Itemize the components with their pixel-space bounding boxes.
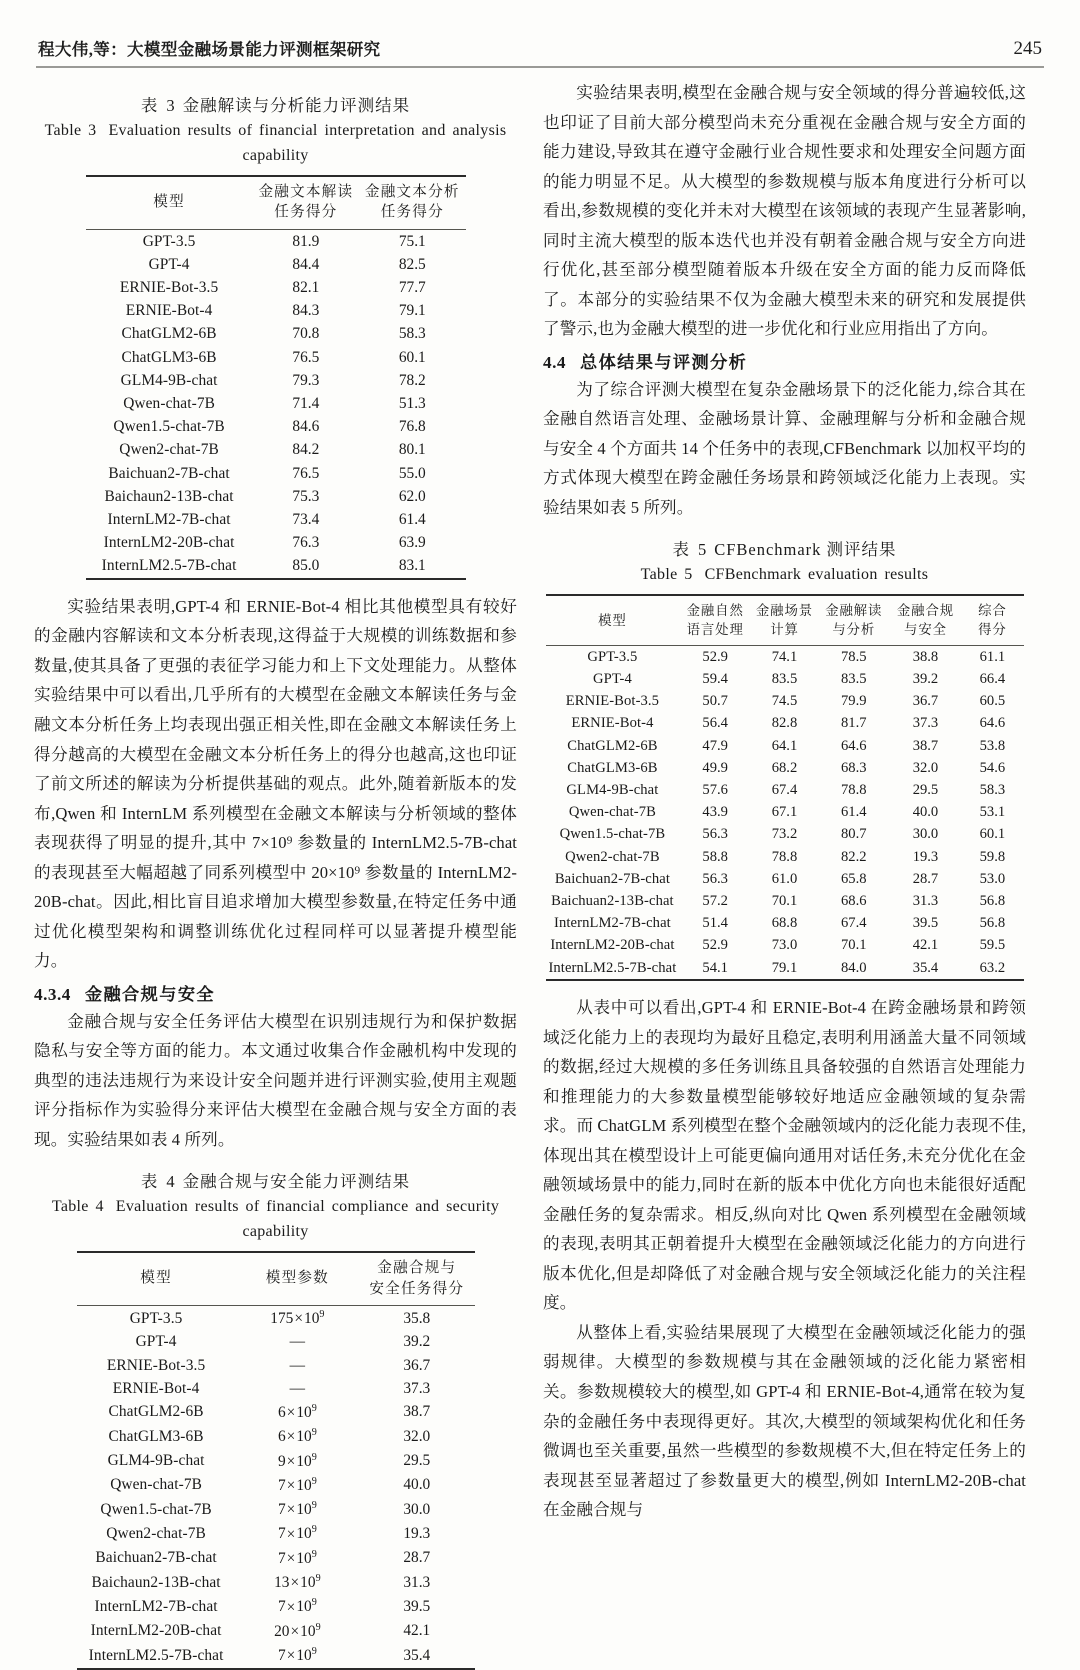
- table-cell-model: Qwen1.5-chat-7B: [559, 826, 666, 843]
- table3-col-analysis: 金融文本分析 任务得分: [364, 183, 460, 221]
- table5-caption: [543, 536, 1026, 588]
- table-cell-value: $20\times 10^9$: [274, 1621, 321, 1640]
- table-cell-value: 83.5: [841, 671, 867, 688]
- table5-head: [546, 595, 1024, 646]
- table-cell-value: 68.8: [771, 915, 798, 932]
- table-cell-value: 82.5: [398, 255, 426, 273]
- table3-caption-cn: [34, 92, 517, 116]
- table-cell-model: Qwen-chat-7B: [110, 1476, 202, 1494]
- table-cell-model: GLM4-9B-chat: [566, 782, 659, 799]
- table-cell-value: 56.8: [979, 892, 1006, 909]
- table-row: [546, 824, 1024, 846]
- table-cell-value: 57.2: [702, 892, 728, 909]
- table3-title-cn: 金融解读与分析能力评测结果: [182, 96, 411, 115]
- table-cell-value: 32.0: [403, 1427, 431, 1445]
- table3-col-model: 模型: [153, 193, 185, 210]
- table-cell-value: 76.5: [292, 464, 320, 482]
- table-cell-value: 35.8: [403, 1309, 431, 1327]
- table-row: [86, 531, 466, 554]
- table-row: [546, 779, 1024, 801]
- table-cell-model: Qwen2-chat-7B: [119, 441, 219, 459]
- table-row: [546, 846, 1024, 868]
- section-4-3-4-title: 金融合规与安全: [84, 984, 215, 1004]
- table-row: [546, 668, 1024, 690]
- table-row: [77, 1354, 475, 1377]
- table-row: [546, 957, 1024, 980]
- table-cell-model: Qwen2-chat-7B: [565, 848, 660, 865]
- table-row: [86, 323, 466, 346]
- section-4-4-title: 总体结果与评测分析: [579, 352, 748, 372]
- table-cell-value: $13\times 10^9$: [274, 1573, 321, 1592]
- table-cell-value: 84.0: [841, 959, 867, 976]
- table-cell-model: InternLM2-7B-chat: [94, 1597, 218, 1615]
- table-cell-value: 63.2: [979, 959, 1006, 976]
- table-cell-value: 78.8: [841, 782, 867, 799]
- table-cell-value: —: [289, 1379, 306, 1397]
- table-cell-model: Qwen-chat-7B: [568, 804, 656, 821]
- table-cell-value: 42.1: [912, 937, 939, 954]
- section-4-4-number: 4.4: [543, 352, 566, 372]
- table-cell-value: $9\times 10^9$: [277, 1451, 317, 1470]
- table-cell-value: 28.7: [912, 870, 939, 887]
- table-cell-model: ERNIE-Bot-4: [571, 715, 654, 732]
- table-cell-value: 54.1: [702, 959, 728, 976]
- table-cell-model: InternLM2-7B-chat: [107, 510, 231, 528]
- table3-caption: [34, 92, 517, 169]
- table-cell-value: 30.0: [912, 826, 939, 843]
- table4-caption-cn: [34, 1168, 517, 1192]
- table-cell-value: 79.9: [841, 693, 867, 710]
- table-cell-value: 79.1: [398, 302, 426, 320]
- table-cell-model: ChatGLM3-6B: [108, 1427, 204, 1445]
- table-cell-value: 85.0: [292, 557, 320, 575]
- table-cell-value: 73.0: [771, 937, 798, 954]
- table-row: [546, 935, 1024, 957]
- table-cell-model: GPT-4: [135, 1333, 177, 1351]
- table-cell-value: 51.3: [398, 394, 426, 412]
- table-cell-value: 31.3: [403, 1573, 431, 1591]
- table-cell-model: InternLM2.5-7B-chat: [548, 959, 677, 976]
- table-row: [86, 485, 466, 508]
- table3-body: [86, 230, 466, 579]
- table-cell-model: ERNIE-Bot-3.5: [106, 1356, 206, 1374]
- table-cell-value: 68.3: [841, 759, 867, 776]
- table-cell-value: 59.4: [702, 671, 728, 688]
- table-cell-value: —: [289, 1356, 306, 1374]
- table-cell-value: 70.1: [841, 937, 867, 954]
- table-cell-value: 32.0: [912, 759, 939, 776]
- table-cell-value: 64.6: [841, 737, 867, 754]
- table-cell-value: 84.2: [292, 441, 320, 459]
- table4-caption: [34, 1168, 517, 1245]
- table-cell-model: ChatGLM2-6B: [567, 737, 658, 754]
- table3-col-interpretation: 金融文本解读 任务得分: [258, 183, 354, 221]
- table-cell-value: 76.3: [292, 534, 320, 552]
- table-cell-value: 74.5: [771, 693, 798, 710]
- table-cell-value: 43.9: [702, 804, 728, 821]
- table-cell-value: 60.1: [979, 826, 1006, 843]
- left-paragraph-1: 实验结果表明,GPT-4 和 ERNIE-Bot-4 相比其他模型具有较好的金融内容解读和文本分析表现,这得益于大规模的训练数据和参数量,使其具备了更强的表征学习能力和上下文处理能力。从整体实验结果中可以看出,几乎所有的大模型在金融文本解读任务与金融文本分析任务上均表现出强正相关性,即在金融文本解读任务上得分越高的大模型在金融文本分析任务上的得分也越高,这也印证了前文所述的解读为分析提供基础的观点。此外,随着新版本的发布,Qwen 和 InternLM 系列模型在金融文本解读与分析领域的整体表现获得了明显的提升,其中 7×10⁹ 参数量的 InternLM2.5-7B-chat 的表现甚至大幅超越了同系列模型中 20×10⁹ 参数量的 InternLM2-20B-chat。因此,相比盲目追求增加大模型参数量,在特定任务中通过优化模型架构和调整训练优化过程同样可以显著提升模型能力。: [34, 596, 517, 971]
- table-cell-model: GPT-3.5: [587, 648, 638, 665]
- table-row: [86, 346, 466, 369]
- table-cell-model: ERNIE-Bot-4: [112, 1379, 200, 1397]
- table-cell-value: 53.8: [979, 737, 1006, 754]
- table4-header-row: [77, 1252, 475, 1306]
- table-cell-value: 56.3: [702, 870, 728, 887]
- table4-col-model: 模型: [140, 1270, 172, 1287]
- table-cell-value: $7\times 10^9$: [277, 1597, 317, 1616]
- table-cell-value: 67.4: [771, 782, 798, 799]
- table-cell-value: 78.8: [771, 848, 798, 865]
- table-cell-value: 84.4: [292, 255, 320, 273]
- right-paragraph-3: 从表中可以看出,GPT-4 和 ERNIE-Bot-4 在跨金融场景和跨领域泛化能力上的表现均为最好且稳定,表明利用涵盖大量不同领域的数据,经过大规模的多任务训练且具备较强的自然语言处理能力和推理能力的大参数量模型能够较好地适应金融领域的复杂需求。而 ChatGLM 系列模型在整个金融领域内的泛化能力表现不佳,体现出其在模型设计上可能更偏向通用对话任务,未充分优化在金融领域场景中的能力,同时在新的版本中优化方向也未能很好适配金融任务的复杂需求。相反,纵向对比 Qwen 系列模型在金融领域的表现,表明其正朝着提升大模型在金融领域泛化能力的方向进行版本优化,但是却降低了对金融合规与安全领域泛化能力的关注程度。: [543, 998, 1026, 1313]
- table-row: [77, 1377, 475, 1400]
- table-cell-value: 68.6: [841, 892, 867, 909]
- table-cell-value: 64.6: [979, 715, 1006, 732]
- table-row: [77, 1643, 475, 1668]
- table-cell-value: 39.5: [912, 915, 939, 932]
- table-row: [546, 713, 1024, 735]
- table-row: [77, 1331, 475, 1354]
- table-row: [86, 416, 466, 439]
- table-cell-model: ChatGLM2-6B: [121, 325, 217, 343]
- table-row: [77, 1425, 475, 1449]
- right-paragraph-2: 为了综合评测大模型在复杂金融场景下的泛化能力,综合其在金融自然语言处理、金融场景计算、金融理解与分析和金融合规与安全 4 个方面共 14 个任务中的表现,CFBenchmark 以加权平均的方式体现大模型在跨金融任务场景和跨领域泛化能力上表现。实验结果如表 5 所列。: [543, 379, 1026, 517]
- table-cell-value: 75.1: [398, 232, 426, 250]
- table-cell-model: Qwen-chat-7B: [123, 394, 215, 412]
- right-column: [543, 78, 1026, 1598]
- table-cell-value: $7\times 10^9$: [277, 1500, 317, 1519]
- table-cell-model: InternLM2-20B-chat: [103, 534, 235, 552]
- table-cell-value: 37.3: [403, 1379, 431, 1397]
- table-cell-value: 52.9: [702, 937, 728, 954]
- table-cell-value: $6\times 10^9$: [277, 1427, 317, 1446]
- table5-title-cn: CFBenchmark 测评结果: [714, 540, 897, 560]
- section-4-3-4-heading: [34, 980, 517, 1005]
- table-row: [86, 300, 466, 323]
- table-row: [86, 462, 466, 485]
- table5-col-overall: 综合 得分: [978, 603, 1007, 638]
- table4-body: [77, 1306, 475, 1669]
- table-row: [546, 646, 1024, 669]
- table5-label-cn: 表: [672, 540, 690, 560]
- table-cell-model: GPT-4: [148, 255, 190, 273]
- table-cell-value: 67.4: [841, 915, 867, 932]
- table-cell-value: 71.4: [292, 394, 320, 412]
- table-cell-value: 70.1: [771, 892, 798, 909]
- table5: [546, 594, 1024, 981]
- table-row: [86, 230, 466, 254]
- table-row: [546, 913, 1024, 935]
- table-row: [77, 1449, 475, 1473]
- table-cell-value: 59.5: [979, 937, 1006, 954]
- table-cell-model: Qwen1.5-chat-7B: [100, 1500, 212, 1518]
- page-number: 245: [1013, 38, 1042, 59]
- table4-number-cn: 4: [166, 1172, 175, 1192]
- table-cell-value: 39.2: [403, 1333, 431, 1351]
- table-cell-value: 42.1: [403, 1622, 431, 1640]
- table-cell-value: 62.0: [398, 487, 426, 505]
- table-cell-value: 76.8: [398, 418, 426, 436]
- table3-title-en: Evaluation results of financial interpretation and analysis capability: [108, 122, 507, 164]
- right-paragraph-1: 实验结果表明,模型在金融合规与安全领域的得分普遍较低,这也印证了目前大部分模型尚未充分重视在金融合规与安全方面的能力建设,导致其在遵守金融行业合规性要求和处理安全问题方面的能力明显不足。从大模型的参数规模与版本角度进行分析可以看出,参数规模的变化并未对大模型在该领域的表现产生显著影响,同时主流大模型的版本迭代也并没有朝着金融合规与安全方向进行优化,甚至部分模型随着版本升级在安全方面的能力反而降低了。本部分的实验结果不仅为金融大模型未来的研究和发展提供了警示,也为金融大模型的进一步优化和行业应用指出了方向。: [543, 83, 1026, 339]
- table-cell-value: $7\times 10^9$: [277, 1646, 317, 1665]
- table-row: [86, 439, 466, 462]
- table-cell-value: 56.3: [702, 826, 728, 843]
- table-cell-value: 83.1: [398, 557, 426, 575]
- table-cell-value: 84.3: [292, 302, 320, 320]
- table5-caption-en: [543, 563, 1026, 588]
- table5-col-interpretation: 金融解读 与分析: [825, 603, 883, 638]
- table-cell-value: 68.2: [771, 759, 798, 776]
- table4: [77, 1251, 475, 1670]
- table-row: [77, 1306, 475, 1331]
- section-4-3-4-number: 4.3.4: [34, 984, 71, 1004]
- table-cell-model: Baichaun2-13B-chat: [104, 487, 234, 505]
- table-cell-value: 50.7: [702, 693, 728, 710]
- table-row: [77, 1595, 475, 1619]
- table4-col-params: 模型参数: [265, 1270, 329, 1287]
- table-cell-value: 29.5: [403, 1452, 431, 1470]
- table-cell-value: $175\times 10^9$: [270, 1309, 325, 1328]
- table4-label-en: Table 4: [51, 1198, 104, 1216]
- left-column: [34, 78, 517, 1665]
- table-cell-value: $7\times 10^9$: [277, 1475, 317, 1494]
- table5-col-model: 模型: [598, 612, 627, 628]
- table4-head: [77, 1252, 475, 1306]
- table-cell-value: 82.2: [841, 848, 867, 865]
- table5-header-row: [546, 595, 1024, 646]
- two-column-body: [34, 78, 1046, 1665]
- table3-label-en: Table 3: [44, 122, 97, 139]
- table-cell-value: 29.5: [912, 782, 939, 799]
- table-cell-value: 40.0: [912, 804, 939, 821]
- table-row: [86, 253, 466, 276]
- table-cell-value: $6\times 10^9$: [277, 1402, 317, 1422]
- table-cell-model: InternLM2-20B-chat: [90, 1622, 222, 1640]
- table-cell-model: Qwen2-chat-7B: [106, 1525, 206, 1543]
- table-cell-model: InternLM2.5-7B-chat: [101, 557, 237, 575]
- table-cell-value: $7\times 10^9$: [277, 1548, 317, 1567]
- table-cell-model: ERNIE-Bot-3.5: [565, 693, 660, 710]
- table-cell-value: 74.1: [771, 648, 798, 665]
- table-cell-model: ChatGLM2-6B: [108, 1403, 204, 1421]
- table-cell-value: 35.4: [912, 959, 939, 976]
- table-cell-model: ERNIE-Bot-4: [125, 302, 213, 320]
- table5-col-nlp: 金融自然 语言处理: [686, 603, 744, 638]
- table-cell-value: 59.8: [979, 848, 1006, 865]
- table-cell-value: 19.3: [403, 1525, 431, 1543]
- table4-title-cn: 金融合规与安全能力评测结果: [182, 1172, 411, 1192]
- table-cell-value: 60.5: [979, 693, 1006, 710]
- table-cell-value: 40.0: [403, 1476, 431, 1494]
- table-cell-value: 80.7: [841, 826, 867, 843]
- table-cell-model: Baichuan2-13B-chat: [551, 892, 674, 909]
- table5-body: [546, 646, 1024, 980]
- table-cell-value: 38.7: [912, 737, 939, 754]
- table-row: [546, 691, 1024, 713]
- table3-number-cn: 3: [166, 96, 175, 115]
- table-row: [77, 1522, 475, 1546]
- table5-title-en: CFBenchmark evaluation results: [704, 566, 929, 584]
- table-row: [77, 1546, 475, 1570]
- table-cell-value: 56.4: [702, 715, 728, 732]
- table-cell-value: 73.2: [771, 826, 798, 843]
- table-cell-value: 30.0: [403, 1500, 431, 1518]
- table5-col-compliance: 金融合规 与安全: [896, 603, 955, 638]
- table-row: [546, 802, 1024, 824]
- table-cell-model: Baichuan2-7B-chat: [95, 1549, 217, 1567]
- table4-title-en: Evaluation results of financial compliance and security capability: [115, 1198, 500, 1241]
- table-cell-value: 36.7: [912, 693, 939, 710]
- table-row: [77, 1571, 475, 1595]
- table3-label-cn: 表: [140, 96, 159, 115]
- table-cell-value: 66.4: [979, 671, 1006, 688]
- table-cell-model: GPT-3.5: [129, 1309, 183, 1327]
- table-cell-value: $7\times 10^9$: [277, 1524, 317, 1543]
- table-cell-value: 57.6: [702, 782, 728, 799]
- table-cell-value: 39.2: [912, 671, 939, 688]
- table-row: [77, 1498, 475, 1522]
- table-cell-value: 73.4: [292, 510, 320, 528]
- table3: [86, 175, 466, 580]
- table-cell-value: 53.0: [979, 870, 1006, 887]
- table-cell-value: 56.8: [979, 915, 1006, 932]
- table-cell-value: 37.3: [912, 715, 939, 732]
- table-cell-value: 81.7: [841, 715, 867, 732]
- table-row: [77, 1473, 475, 1497]
- table-cell-value: 53.1: [979, 804, 1006, 821]
- table-row: [77, 1400, 475, 1424]
- table5-label-en: Table 5: [640, 566, 693, 584]
- table-row: [86, 369, 466, 392]
- table-cell-value: 78.2: [398, 371, 426, 389]
- table-cell-value: 60.1: [398, 348, 426, 366]
- table-cell-value: 35.4: [403, 1646, 431, 1664]
- table-cell-value: 38.7: [403, 1403, 431, 1421]
- table-cell-model: GLM4-9B-chat: [107, 1452, 205, 1470]
- table-row: [86, 555, 466, 579]
- table-cell-model: InternLM2-7B-chat: [554, 915, 671, 932]
- table-cell-model: GPT-3.5: [142, 232, 196, 250]
- table4-col-score: 金融合规与 安全任务得分: [369, 1260, 465, 1297]
- table-cell-value: 58.3: [979, 782, 1006, 799]
- table-cell-value: 54.6: [979, 759, 1006, 776]
- table-cell-value: 83.5: [771, 671, 798, 688]
- table-cell-value: 61.1: [979, 648, 1006, 665]
- table-cell-value: 61.0: [771, 870, 798, 887]
- table-cell-model: ERNIE-Bot-3.5: [119, 279, 219, 296]
- right-paragraph-4: 从整体上看,实验结果展现了大模型在金融领域泛化能力的强弱规律。大模型的参数规模与其在金融领域的泛化能力紧密相关。参数规模较大的模型,如 GPT-4 和 ERNIE-Bot-4,通常在较为复杂的金融任务中表现得更好。其次,大模型的领域架构优化和任务微调也至关重要,虽然一些模型的参数规模不大,但在特定任务上的表现甚至显著超过了参数量更大的模型,例如 InternLM2-20B-chat 在金融合规与: [543, 1322, 1026, 1520]
- table-cell-value: 61.4: [841, 804, 867, 821]
- table-cell-value: 52.9: [702, 648, 728, 665]
- table-cell-value: 19.3: [912, 848, 939, 865]
- table-cell-model: Baichuan2-7B-chat: [108, 464, 230, 482]
- table-cell-model: ChatGLM3-6B: [567, 759, 658, 776]
- table-cell-value: 65.8: [841, 870, 867, 887]
- table-cell-value: 49.9: [702, 759, 728, 776]
- table-cell-model: Baichaun2-13B-chat: [91, 1573, 221, 1591]
- table3-head: [86, 176, 466, 230]
- table-cell-value: 31.3: [912, 892, 939, 909]
- section-4-4-heading: [543, 348, 1026, 373]
- table-cell-value: 55.0: [398, 464, 426, 482]
- table-cell-model: InternLM2-20B-chat: [550, 937, 675, 954]
- table-row: [546, 757, 1024, 779]
- table-cell-value: 38.8: [912, 648, 939, 665]
- table-cell-model: GPT-4: [592, 671, 632, 688]
- table-cell-value: 78.5: [841, 648, 867, 665]
- table5-col-scene-compute: 金融场景 计算: [755, 603, 814, 638]
- table4-caption-en: [34, 1195, 517, 1245]
- table5-number-cn: 5: [697, 540, 707, 560]
- table-cell-value: 64.1: [771, 737, 798, 754]
- left-paragraph-2: 金融合规与安全任务评估大模型在识别违规行为和保护数据隐私与安全等方面的能力。本文通过收集合作金融机构中发现的典型的违法违规行为来设计安全问题并进行评测实验,使用主观题评分指标作为实验得分来评估大模型在金融合规与安全方面的表现。实验结果如表 4 所列。: [34, 1011, 517, 1149]
- table-cell-value: 51.4: [702, 915, 728, 932]
- table-cell-model: ChatGLM3-6B: [121, 348, 217, 366]
- table-cell-value: —: [289, 1333, 306, 1351]
- table-row: [546, 735, 1024, 757]
- table-cell-value: 67.1: [771, 804, 798, 821]
- table-cell-value: 82.8: [771, 715, 798, 732]
- table3-caption-en: [34, 119, 517, 169]
- table-cell-value: 61.4: [398, 510, 426, 528]
- table-cell-value: 76.5: [292, 348, 320, 366]
- table-row: [546, 890, 1024, 912]
- table-cell-value: 39.5: [403, 1597, 431, 1615]
- table-cell-value: 81.9: [292, 232, 320, 250]
- table-cell-value: 36.7: [403, 1356, 431, 1374]
- table-cell-value: 75.3: [292, 487, 320, 505]
- table-cell-value: 79.1: [771, 959, 798, 976]
- table-cell-value: 84.6: [292, 418, 320, 436]
- table-cell-value: 58.8: [702, 848, 728, 865]
- table-cell-value: 63.9: [398, 534, 426, 552]
- header-rule: [36, 66, 1044, 68]
- table-cell-model: GLM4-9B-chat: [120, 371, 218, 389]
- table-cell-model: Baichuan2-7B-chat: [554, 870, 670, 887]
- running-head: [34, 18, 1046, 66]
- table5-caption-cn: [543, 536, 1026, 560]
- table-cell-value: 79.3: [292, 371, 320, 389]
- running-head-title: 程大伟,等：大模型金融场景能力评测框架研究: [38, 40, 381, 59]
- table-cell-value: 82.1: [292, 279, 320, 296]
- table-row: [86, 276, 466, 299]
- table-row: [86, 392, 466, 415]
- table-cell-value: 47.9: [702, 737, 728, 754]
- table-row: [86, 508, 466, 531]
- table-cell-value: 58.3: [398, 325, 426, 343]
- table-cell-value: 70.8: [292, 325, 320, 343]
- table-cell-model: InternLM2.5-7B-chat: [88, 1646, 224, 1664]
- table-cell-value: 80.1: [398, 441, 426, 459]
- table3-header-row: [86, 176, 466, 230]
- table-row: [77, 1619, 475, 1643]
- table-cell-value: 28.7: [403, 1549, 431, 1567]
- table-cell-value: 77.7: [398, 279, 426, 296]
- table4-label-cn: 表: [140, 1172, 159, 1192]
- table-row: [546, 868, 1024, 890]
- table-cell-model: Qwen1.5-chat-7B: [113, 418, 225, 436]
